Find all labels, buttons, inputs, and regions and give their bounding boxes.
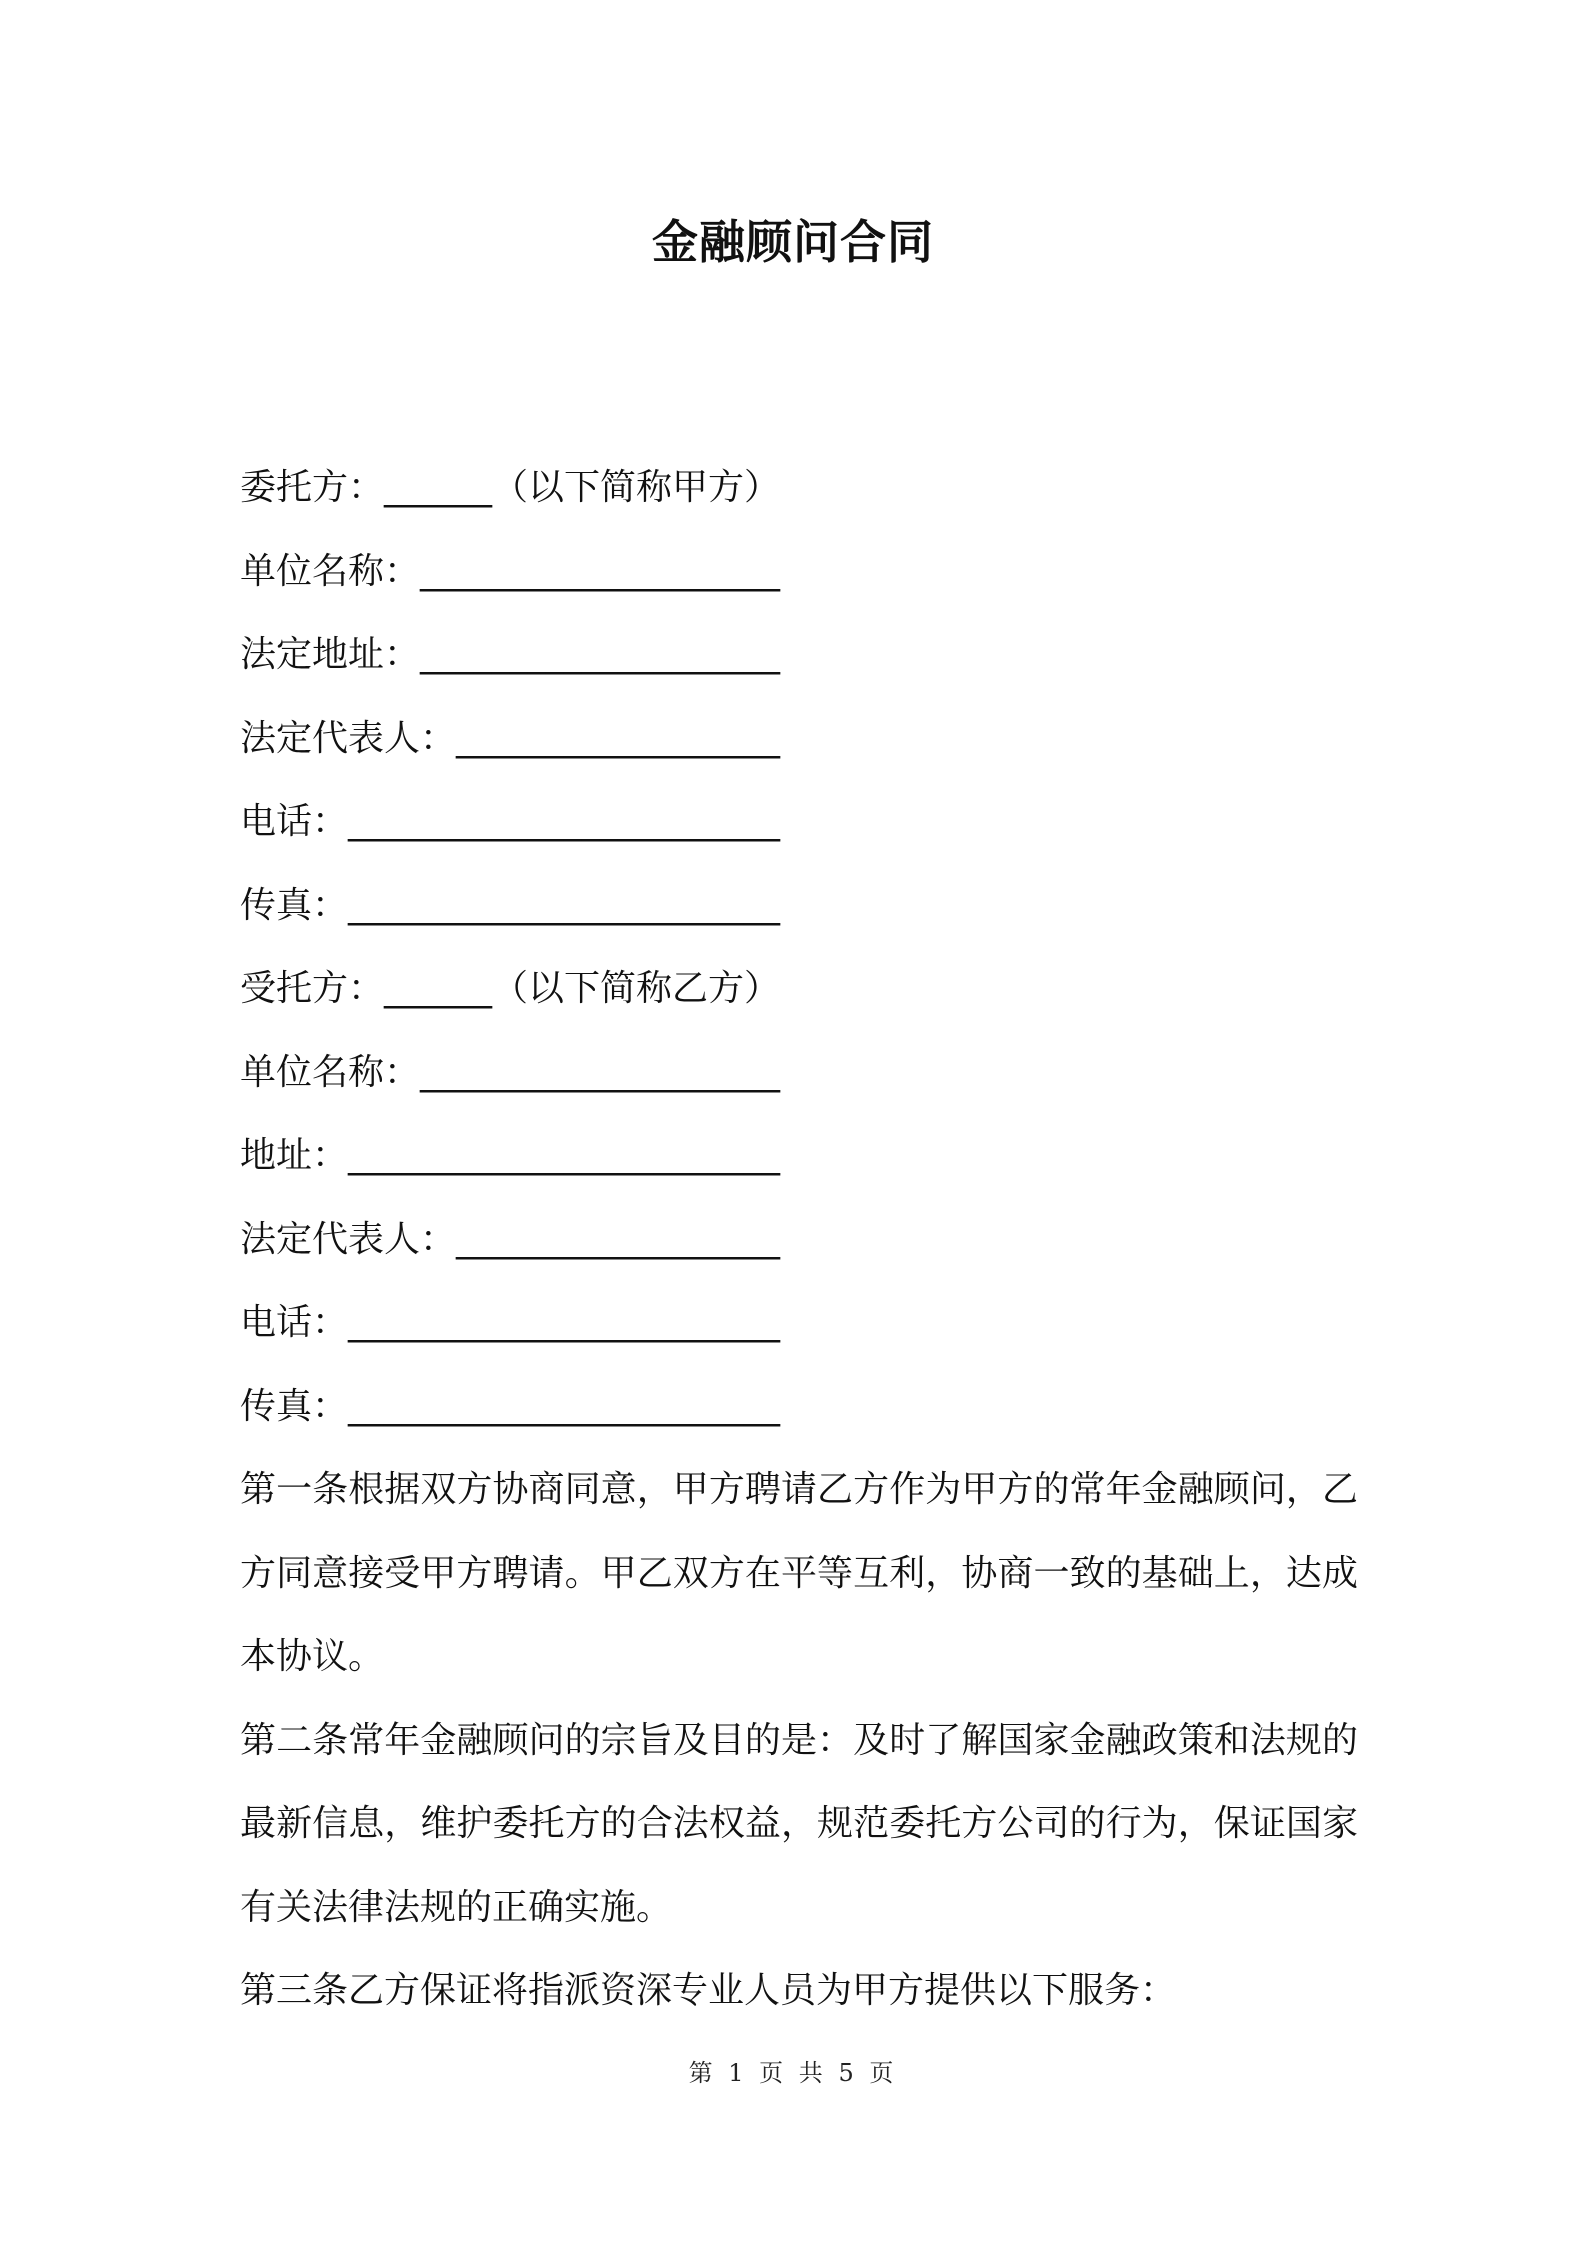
party-b-unit-name: 单位名称：____________________ bbox=[240, 1051, 781, 1093]
article-3: 第三条乙方保证将指派资深专业人员为甲方提供以下服务： bbox=[240, 1970, 1177, 2011]
document-title: 金融顾问合同 bbox=[652, 215, 934, 269]
page-number-footer: 第 1 页 共 5 页 bbox=[688, 2059, 898, 2087]
party-a-unit-name: 单位名称：____________________ bbox=[240, 550, 781, 592]
party-a-legal-representative: 法定代表人：__________________ bbox=[240, 717, 781, 759]
party-a-fax: 传真：________________________ bbox=[240, 884, 781, 926]
article-2: 第二条常年金融顾问的宗旨及目的是：及时了解国家金融政策和法规的最新信息，维护委托方的合法权益，规范委托方公司的行为，保证国家有关法律法规的正确实施。 bbox=[240, 1719, 1358, 1928]
party-a-legal-address: 法定地址：____________________ bbox=[240, 634, 781, 675]
party-b-fax: 传真：________________________ bbox=[240, 1385, 781, 1427]
party-b-agent: 受托方：______（以下简称乙方） bbox=[240, 968, 781, 1009]
party-a-principal: 委托方：______（以下简称甲方） bbox=[240, 467, 781, 508]
party-a-phone: 电话：________________________ bbox=[240, 801, 781, 842]
party-b-phone: 电话：________________________ bbox=[240, 1302, 781, 1343]
article-1: 第一条根据双方协商同意，甲方聘请乙方作为甲方的常年金融顾问，乙方同意接受甲方聘请。甲乙双方在平等互利，协商一致的基础上，达成本协议。 bbox=[240, 1469, 1358, 1677]
contract-body bbox=[240, 446, 1360, 2033]
party-b-address: 地址：________________________ bbox=[240, 1135, 781, 1176]
party-b-legal-representative: 法定代表人：__________________ bbox=[240, 1218, 781, 1260]
